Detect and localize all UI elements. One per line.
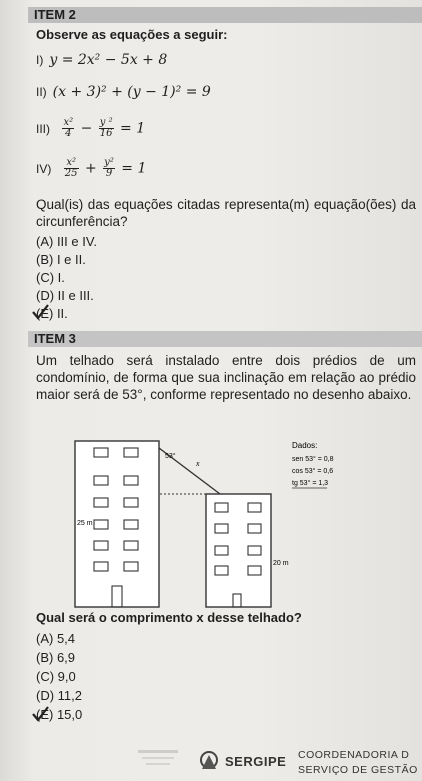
sen-label: sen 53° = 0,8 [292,456,334,463]
angle-label: 53° [165,453,176,460]
item2-option-a[interactable]: (A) III e IV. [36,234,97,249]
tg-label: tg 53° = 1,3 [292,480,329,487]
item3-option-b[interactable]: (B) 6,9 [36,650,76,665]
item2-option-c[interactable]: (C) I. [36,270,65,285]
item2-option-b[interactable]: (B) I e II. [36,252,86,267]
checkmark-icon [31,705,51,723]
height-20-label: 20 m [273,560,289,567]
item2-question: Qual(is) das equações citadas representa(m) equação(ões) da circunferência? [36,197,416,229]
equation-3: III) $\frac{\text{x²}}{4}$ − $\frac{\text{y ²}}{16}$ = 1 [36,117,146,139]
item2-option-d[interactable]: (D) II e III. [36,288,94,303]
equation-2: II) (x + 3)² + (y − 1)² = 9 [36,84,211,100]
footer-line2: SERVIÇO DE GESTÃO [298,764,418,776]
item3-question: Qual será o comprimento x desse telhado? [36,610,302,625]
item3-text: Um telhado será instalado entre dois prédios de um condomínio, de forma que sua inclinação em relação ao prédio maior será de 53°, conforme representado no desenho abaixo. [36,353,416,402]
item3-option-d[interactable]: (D) 11,2 [36,688,82,703]
item3-option-c[interactable]: (C) 9,0 [36,669,76,684]
building-figure [72,436,334,609]
equation-4: IV) $\frac{\text{x²}}{25}$ + $\frac{\text{y²}}{9}$ = 1 [36,157,147,179]
item3-option-a[interactable]: (A) 5,4 [36,631,76,646]
sergipe-emblem-icon [196,749,222,773]
footer-brand: SERGIPE [225,754,287,769]
item3-option-e[interactable]: (E) 15,0 [36,707,83,722]
dados-label: Dados: [292,441,318,450]
height-25-label: 25 m [77,520,93,527]
footer [0,740,422,781]
footer-line1: COORDENADORIA D [298,749,410,761]
item2-title: ITEM 2 [28,7,422,23]
faded-logo-icon [138,746,178,772]
equation-1: I) y = 2x² − 5x + 8 [36,52,168,68]
checkmark-icon [31,303,51,321]
x-label: x [196,459,200,468]
item2-intro: Observe as equações a seguir: [36,27,228,42]
item2-option-e[interactable]: (E) II. [36,306,68,321]
cos-label: cos 53° = 0,6 [292,468,334,475]
item3-title: ITEM 3 [28,331,422,347]
